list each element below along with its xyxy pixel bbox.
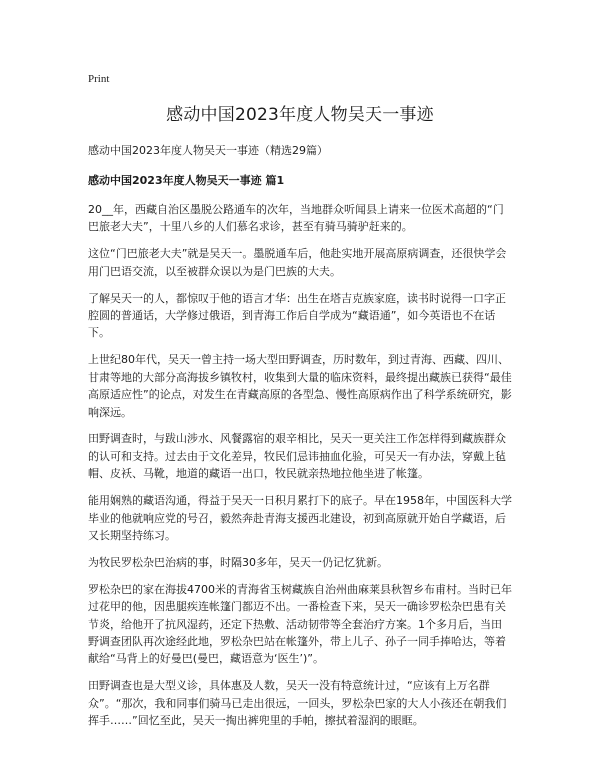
paragraph-5: 田野调查时，与跋山涉水、风餐露宿的艰辛相比，吴天一更关注工作怎样得到藏族群众的认可和支持。过去由于文化差异，牧民们忌讳抽血化验，可吴天一有办法，穿戴上毡帽、皮袄、马靴，地道的藏语一出口，牧民就亲热地拉他坐进了帐篷。	[88, 432, 506, 481]
page-title: 感动中国2023年度人物吴天一事迹	[166, 105, 434, 125]
paragraph-3: 了解吴天一的人，都惊叹于他的语言才华：出生在塔吉克族家庭，读书时说得一口字正腔圆的普通话，大学修过俄语，到青海工作后自学成为“藏语通”，如今英语也不在话下。	[88, 291, 506, 340]
paragraph-7: 为牧民罗松杂巴治病的事，时隔30多年，吴天一仍记忆犹新。	[88, 555, 388, 569]
paragraph-9: 田野调查也是大型义诊，具体惠及人数，吴天一没有特意统计过，“应该有上万名群众”。“那次，我和同事们骑马已走出很远，一回头，罗松杂巴家的大人小孩还在朝我们挥手……”回忆至此，吴天一掏出裤兜里的手帕，擦拭着湿润的眼眶。	[88, 679, 507, 728]
section-heading: 感动中国2023年度人物吴天一事迹 篇1	[88, 174, 285, 187]
paragraph-2: 这位“门巴旅老大夫”就是吴天一。墨脱通车后，他赴实地开展高原病调查，还很快学会用门巴语交流，以至被群众误以为是门巴族的大夫。	[88, 247, 507, 278]
paragraph-1: 20__年，西藏自治区墨脱公路通车的次年，当地群众听闻县上请来一位医术高超的“门巴旅老大夫”，十里八乡的人们慕名求诊，甚至有骑马骑驴赶来的。	[88, 203, 504, 234]
document-subtitle: 感动中国2023年度人物吴天一事迹（精选29篇）	[88, 144, 328, 157]
paragraph-6: 能用娴熟的藏语沟通，得益于吴天一日积月累打下的底子。早在1958年，中国医科大学毕业的他就响应党的号召，毅然奔赴青海支援西北建设，初到高原就开始自学藏语，后又长期坚持练习。	[88, 494, 512, 542]
print-link[interactable]: Print	[88, 73, 110, 85]
paragraph-8: 罗松杂巴的家在海拔4700米的青海省玉树藏族自治州曲麻莱县秋智乡布甫村。当时已年过花甲的他，因患腿疾连帐篷门都迈不出。一番检查下来，吴天一确诊罗松杂巴患有关节炎，给他开了抗风湿药，还定下热敷、活动韧带等全套治疗方案。1个多月后，当田野调查团队再次途经此地，罗松杂巴站在帐篷外，带上儿子、孙子一同手捧哈达，等着献给“马背上的好曼巴(曼巴，藏语意为‘医生’)”。	[88, 582, 512, 666]
paragraph-4: 上世纪80年代，吴天一曾主持一场大型田野调查，历时数年，到过青海、西藏、四川、甘肃等地的大部分高海拔乡镇牧村，收集到大量的临床资料，最终提出藏族已获得“最佳高原适应性”的论点，对发生在青藏高原的各型急、慢性高原病作出了科学系统研究，影响深远。	[88, 353, 512, 419]
